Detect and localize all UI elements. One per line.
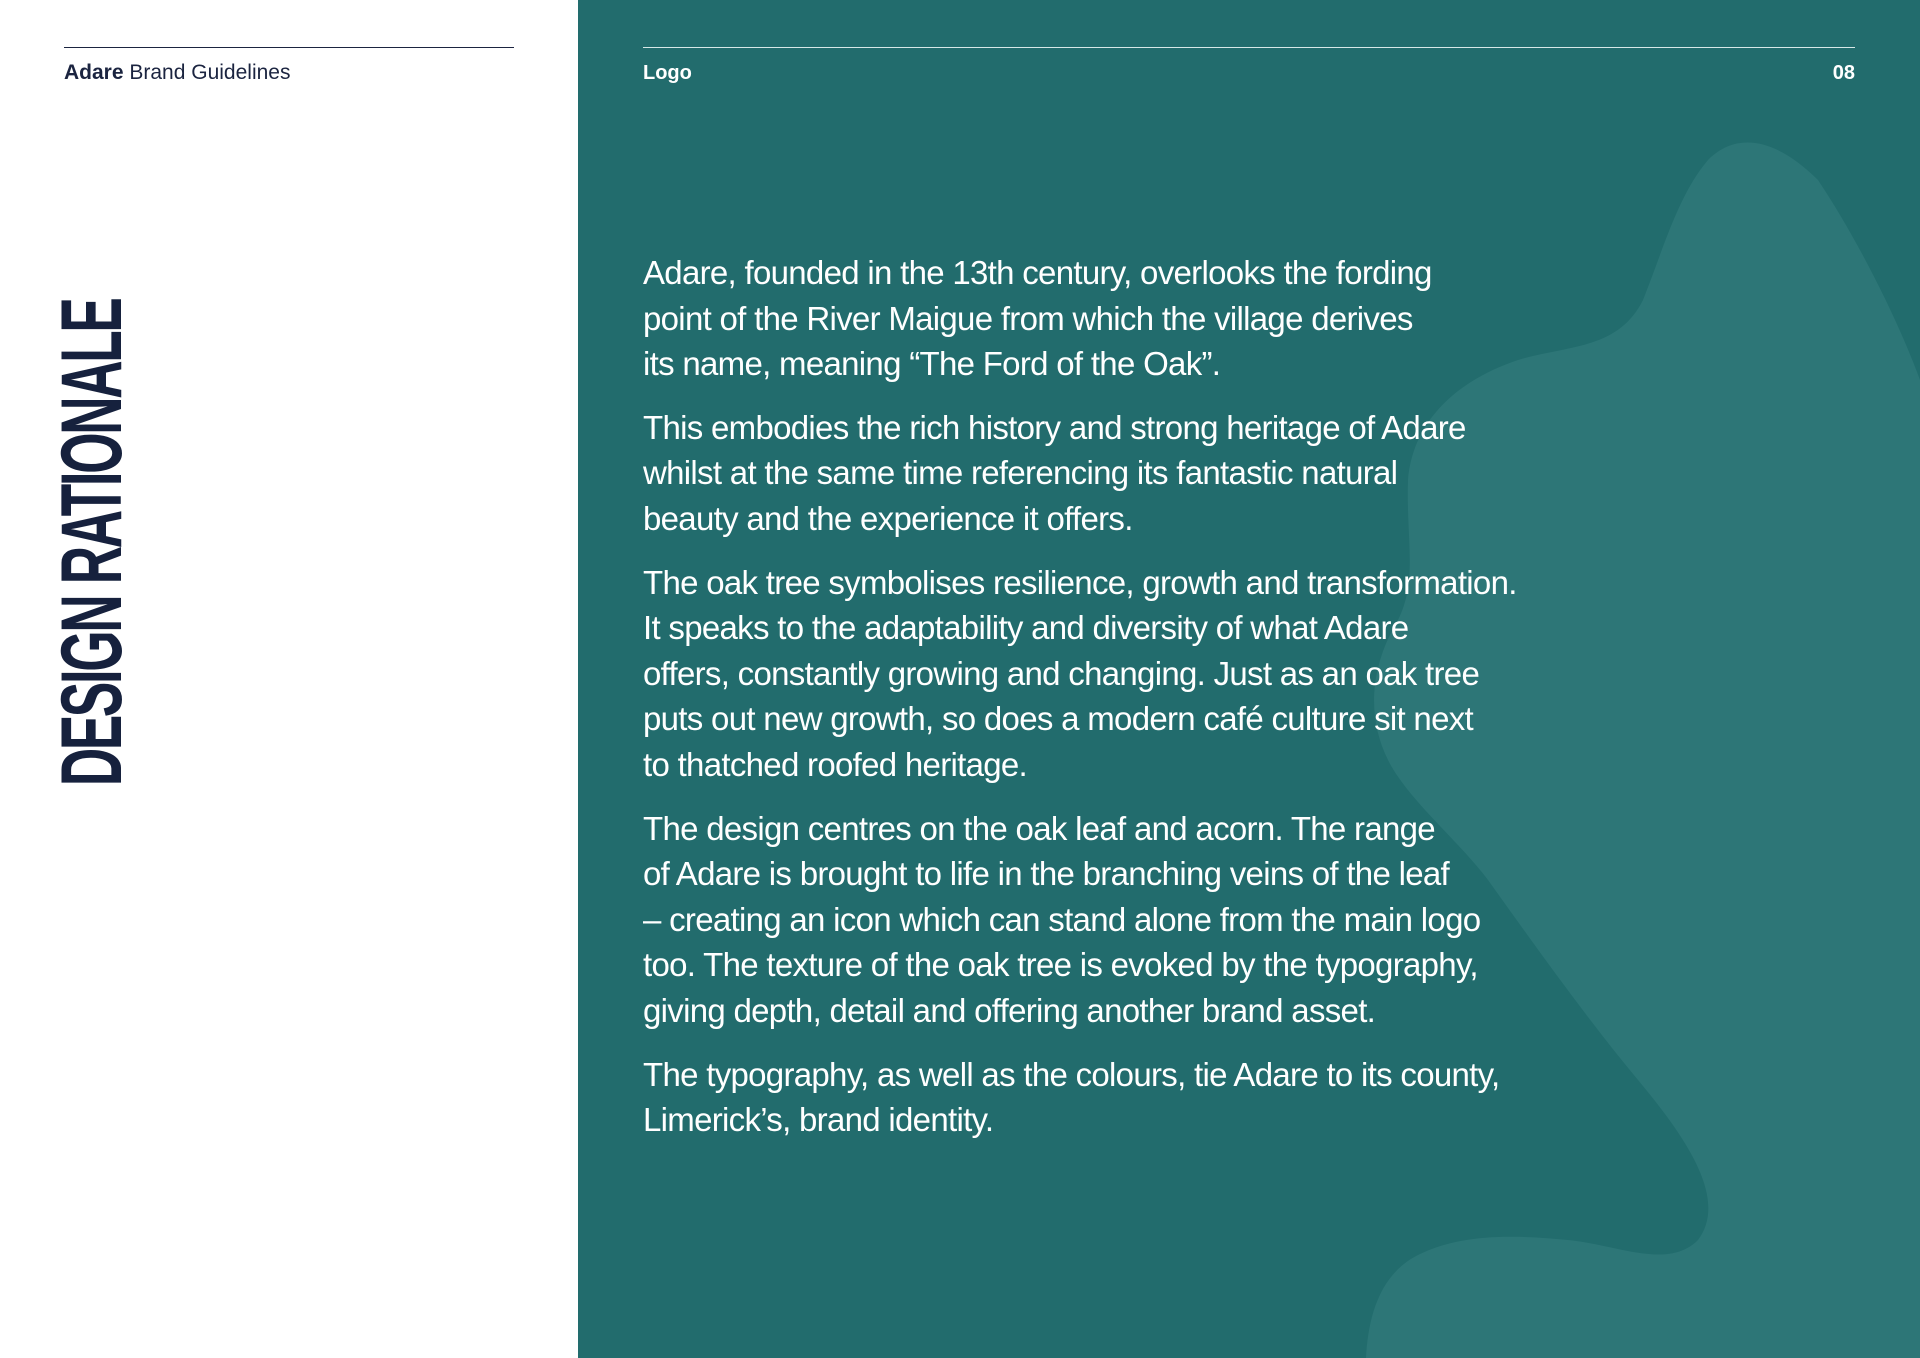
paragraph (643, 405, 1643, 542)
paragraph (643, 806, 1643, 1034)
text-line: – creating an icon which can stand alone from the main logo (643, 900, 1481, 938)
page-number: 08 (1832, 62, 1855, 84)
text-line: to thatched roofed heritage. (643, 745, 1028, 783)
text-line: puts out new growth, so does a modern café culture sit next (643, 700, 1474, 738)
text-line: its name, meaning “The Ford of the Oak”. (643, 345, 1221, 383)
right-panel (578, 0, 1920, 1358)
text-line: This embodies the rich history and strong heritage of Adare (643, 408, 1466, 446)
brand-suffix: Brand Guidelines (123, 61, 291, 84)
paragraph (643, 250, 1643, 387)
text-line: The design centres on the oak leaf and acorn. The range (643, 809, 1435, 847)
document-title (64, 61, 290, 85)
page-title-text: DESIGN RATIONALE (44, 299, 140, 787)
paragraph (643, 1052, 1643, 1143)
text-line: It speaks to the adaptability and diversity of what Adare (643, 609, 1409, 647)
text-line: whilst at the same time referencing its fantastic natural (643, 454, 1398, 492)
header-rule (64, 47, 514, 48)
body-text (643, 250, 1643, 1161)
text-line: of Adare is brought to life in the branching veins of the leaf (643, 855, 1449, 893)
brand-name: Adare (64, 61, 124, 84)
paragraph (643, 560, 1643, 788)
text-line: The oak tree symbolises resilience, growth and transformation. (643, 563, 1517, 601)
header-rule-right (643, 47, 1855, 48)
text-line: The typography, as well as the colours, tie Adare to its county, (643, 1055, 1500, 1093)
text-line: giving depth, detail and offering another brand asset. (643, 991, 1376, 1029)
left-panel (0, 0, 578, 1358)
text-line: Adare, founded in the 13th century, overlooks the fording (643, 254, 1432, 291)
text-line: beauty and the experience it offers. (643, 499, 1133, 537)
page-title (44, 151, 140, 936)
text-line: point of the River Maigue from which the village derives (643, 299, 1413, 337)
text-line: offers, constantly growing and changing. Just as an oak tree (643, 654, 1480, 692)
text-line: Limerick’s, brand identity. (643, 1101, 994, 1139)
section-label: Logo (643, 62, 692, 84)
text-line: too. The texture of the oak tree is evoked by the typography, (643, 946, 1478, 984)
